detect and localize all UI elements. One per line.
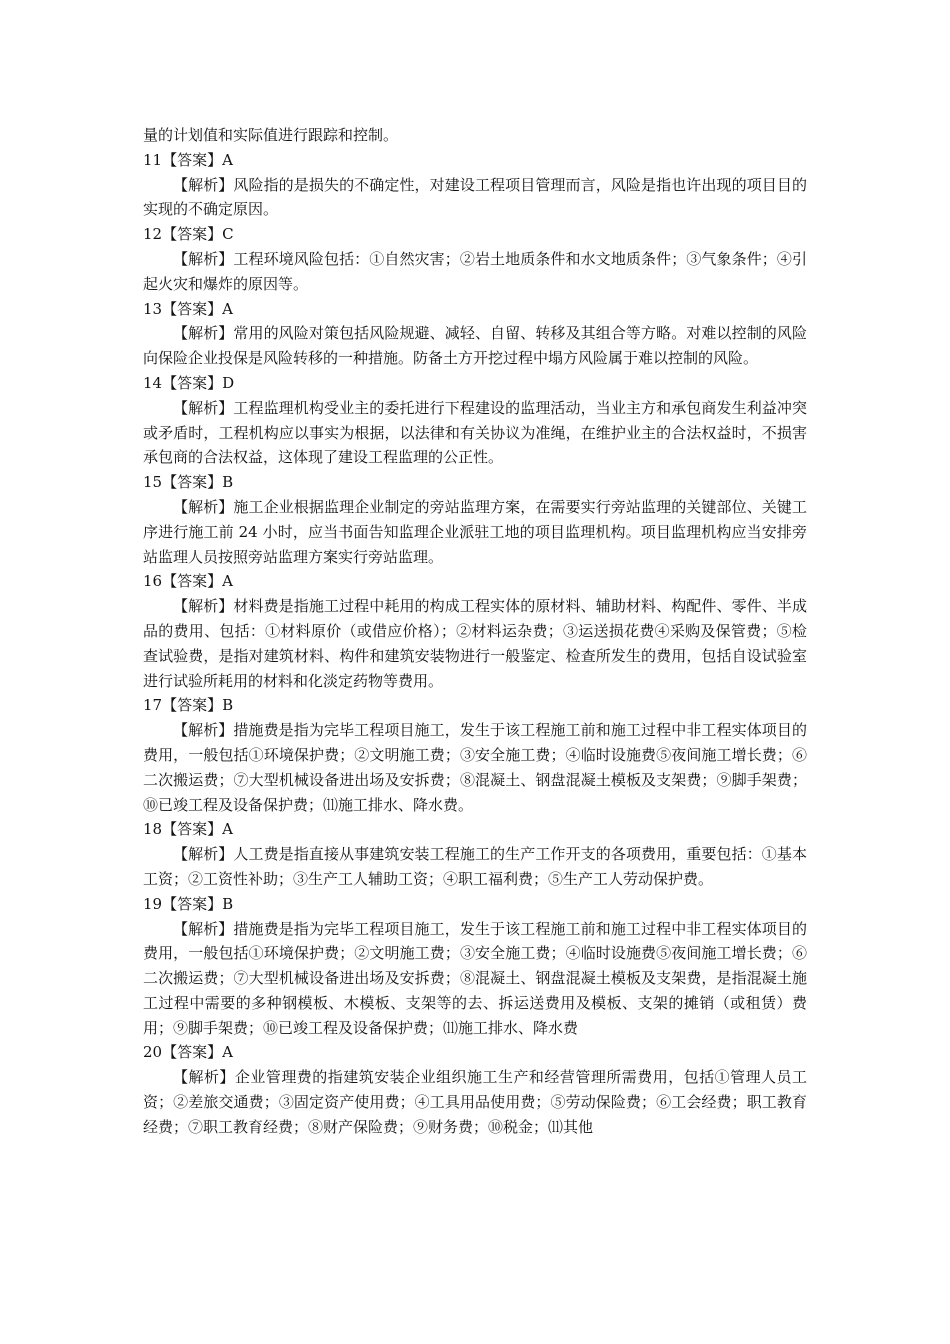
answer-line-11: 11【答案】A — [143, 150, 233, 169]
explanation-11: 【解析】风险指的是损失的不确定性，对建设工程项目管理而言，风险是指也许出现的项目目的实现的不确定原因。 — [143, 175, 807, 219]
explanation-14: 【解析】工程监理机构受业主的委托进行下程建设的监理活动，当业主方和承包商发生利益冲突或矛盾时，工程机构应以事实为根据，以法律和有关协议为准绳，在维护业主的合法权益时，不损害承包商的合法权益，这体现了建设工程监理的公正性。 — [143, 398, 807, 467]
explanation-13: 【解析】常用的风险对策包括风险规避、减轻、自留、转移及其组合等方略。对难以控制的风险向保险企业投保是风险转移的一种措施。防备土方开挖过程中塌方风险属于难以控制的风险。 — [143, 324, 807, 368]
explanation-17: 【解析】措施费是指为完毕工程项目施工，发生于该工程施工前和施工过程中非工程实体项目的费用，一般包括①环境保护费；②文明施工费；③安全施工费；④临时设施费⑤夜间施工增长费；⑥二次搬运费；⑦大型机械设备进出场及安拆费；⑧混凝土、钢盘混凝土模板及支架费；⑨脚手架费；⑩已竣工程及设备保护费；⑾施工排水、降水费。 — [143, 721, 807, 814]
answer-line-19: 19【答案】B — [143, 894, 234, 913]
answer-line-18: 18【答案】A — [143, 820, 233, 839]
answer-line-20: 20【答案】A — [143, 1043, 233, 1062]
answer-line-17: 17【答案】B — [143, 696, 234, 715]
answer-line-14: 14【答案】D — [143, 373, 235, 392]
explanation-12: 【解析】工程环境风险包括：①自然灾害；②岩土地质条件和水文地质条件；③气象条件；④引起火灾和爆炸的原因等。 — [143, 249, 807, 293]
explanation-15: 【解析】施工企业根据监理企业制定的旁站监理方案，在需要实行旁站监理的关键部位、关键工序进行施工前 24 小时，应当书面告知监理企业派驻工地的项目监理机构。项目监理机构应当安排旁站监理人员按照旁站监理方案实行旁站监理。 — [143, 497, 807, 566]
answer-line-16: 16【答案】A — [143, 572, 233, 591]
explanation-18: 【解析】人工费是指直接从事建筑安装工程施工的生产工作开支的各项费用，重要包括：①基本工资；②工资性补助；③生产工人辅助工资；④职工福利费；⑤生产工人劳动保护费。 — [143, 845, 807, 888]
explanation-16: 【解析】材料费是指施工过程中耗用的构成工程实体的原材料、辅助材料、构配件、零件、半成品的费用、包括：①材料原价（或借应价格）；②材料运杂费；③运送损花费④采购及保管费；⑤检查试验费，是指对建筑材料、构件和建筑安装物进行一般鉴定、检查所发生的费用，包括自设试验室进行试验所耗用的材料和化淡定药物等费用。 — [143, 597, 807, 690]
explanation-19: 【解析】措施费是指为完毕工程项目施工，发生于该工程施工前和施工过程中非工程实体项目的费用，一般包括①环境保护费；②文明施工费；③安全施工费；④临时设施费⑤夜间施工增长费；⑥二次搬运费；⑦大型机械设备进出场及安拆费；⑧混凝土、钢盘混凝土模板及支架费，是指混凝土施工过程中需要的多种钢模板、木模板、支架等的去、拆运送费用及模板、支架的摊销（或租赁）费用；⑨脚手架费；⑩已竣工程及设备保护费；⑾施工排水、降水费 — [143, 919, 807, 1037]
explanation-20: 【解析】企业管理费的指建筑安装企业组织施工生产和经营管理所需费用，包括①管理人员工资；②差旅交通费；③固定资产使用费；④工具用品使用费；⑤劳动保险费；⑥工会经费；职工教育经费；⑦职工教育经费；⑧财产保险费；⑨财务费；⑩税金；⑾其他 — [143, 1068, 807, 1136]
answer-line-13: 13【答案】A — [143, 299, 233, 318]
lead-text: 量的计划值和实际值进行跟踪和控制。 — [143, 126, 399, 144]
document-body — [143, 123, 807, 1140]
answer-line-12: 12【答案】C — [143, 225, 234, 244]
answer-line-15: 15【答案】B — [143, 473, 234, 492]
